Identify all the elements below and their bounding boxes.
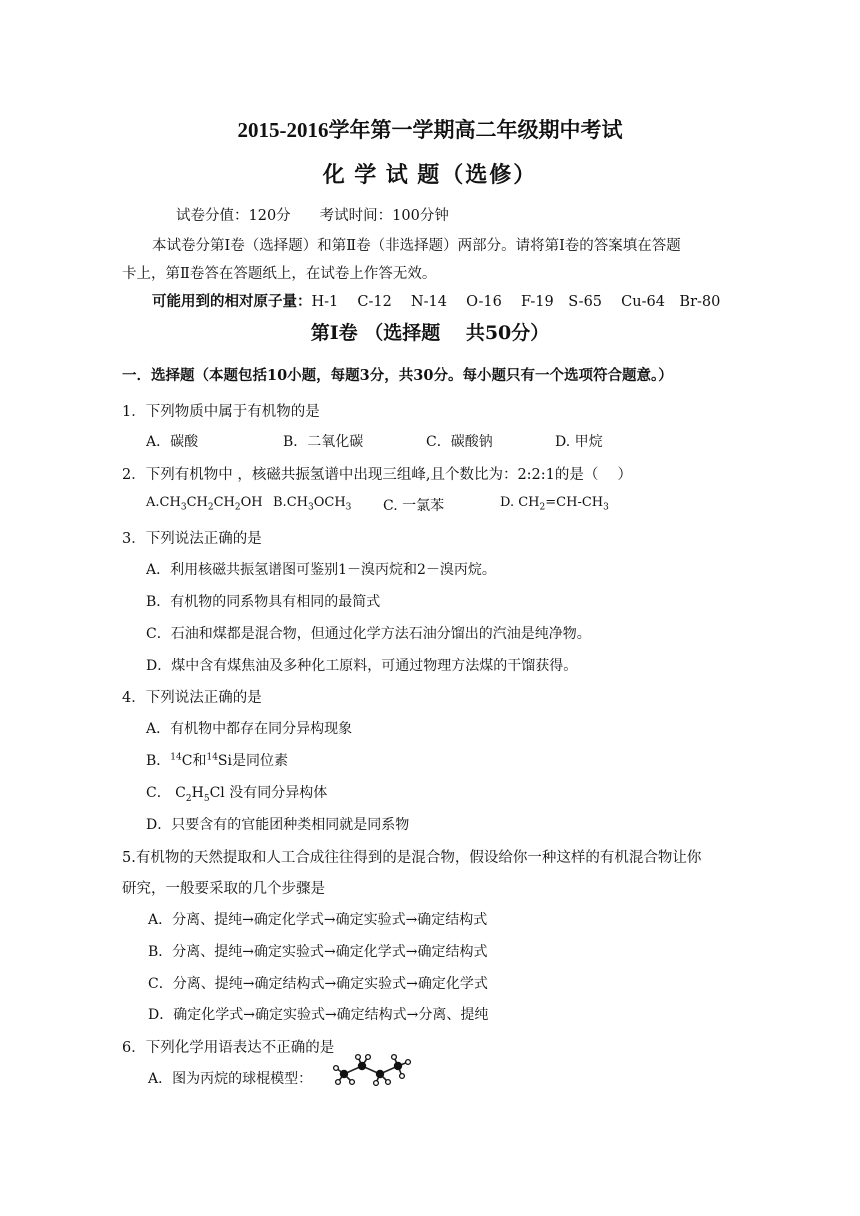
- q4-option-a: A．有机物中都存在同分异构现象: [146, 721, 353, 737]
- atomic-mass-values: H-1 C-12 N-14 O-16 F-19 S-65 Cu-64 Br-80: [311, 294, 721, 310]
- exam-subtitle: 化 学 试 题（选修）: [322, 162, 538, 187]
- q5-option-b: B．分离、提纯→确定实验式→确定化学式→确定结构式: [148, 944, 488, 960]
- question-5-stem-line-2: 研究，一般要采取的几个步骤是: [122, 881, 325, 897]
- q2-option-c: C. 一氯苯: [383, 498, 445, 514]
- q4-option-b: B．$^{14}$C和$^{14}$Si是同位素: [146, 752, 288, 769]
- q3-option-d: D．煤中含有煤焦油及多种化工原料，可通过物理方法煤的干馏获得。: [146, 658, 578, 674]
- q2-option-b: $B.CH_3OCH_3$: [273, 495, 352, 513]
- q5-option-a: A．分离、提纯→确定化学式→确定实验式→确定结构式: [148, 912, 488, 928]
- score-time: 试卷分值：120分 考试时间：100分钟: [176, 208, 449, 224]
- propane-ball-stick-model: [332, 1052, 414, 1086]
- q2-option-d: D. $CH_2=CH-CH_3$: [500, 495, 609, 513]
- section-title: 第Ⅰ卷 （选择题 共50分）: [310, 322, 550, 344]
- q4-option-c: C． $C_2H_5Cl$ 没有同分异构体: [146, 785, 328, 804]
- q5-option-d: D．确定化学式→确定实验式→确定结构式→分离、提纯: [148, 1007, 489, 1023]
- question-4-stem: 4．下列说法正确的是: [122, 690, 262, 706]
- question-1-stem: 1．下列物质中属于有机物的是: [122, 404, 320, 420]
- question-2-stem: 2．下列有机物中 ，核磁共振氢谱中出现三组峰,且个数比为：2:2:1的是（ ）: [122, 467, 632, 483]
- q6-option-a: A．图为丙烷的球棍模型：: [148, 1071, 313, 1087]
- intro-line-2: 卡上，第Ⅱ卷答在答题纸上，在试卷上作答无效。: [122, 266, 437, 282]
- part-heading: 一．选择题（本题包括10小题，每题3分，共30分。每小题只有一个选项符合题意。）: [122, 367, 673, 384]
- question-5-stem-line-1: 5.有机物的天然提取和人工合成往往得到的是混合物，假设给你一种这样的有机混合物让你: [122, 850, 702, 866]
- exam-title: 2015-2016学年第一学期高二年级期中考试: [237, 118, 623, 142]
- intro-line-1: 本试卷分第Ⅰ卷（选择题）和第Ⅱ卷（非选择题）两部分。请将第Ⅰ卷的答案填在答题: [152, 238, 681, 254]
- q3-option-a: A．利用核磁共振氢谱图可鉴别1－溴丙烷和2－溴丙烷。: [146, 562, 496, 578]
- q3-option-c: C．石油和煤都是混合物，但通过化学方法石油分馏出的汽油是纯净物。: [146, 626, 591, 642]
- q5-option-c: C．分离、提纯→确定结构式→确定实验式→确定化学式: [148, 976, 488, 992]
- q4-option-d: D．只要含有的官能团种类相同就是同系物: [146, 817, 410, 833]
- q2-option-a: $A.CH_3CH_2CH_2OH$: [146, 495, 263, 513]
- atomic-mass: [152, 290, 720, 311]
- q1-option-a: A．碳酸: [146, 434, 199, 450]
- q3-option-b: B．有机物的同系物具有相同的最简式: [146, 594, 381, 610]
- q1-option-b: B．二氧化碳: [283, 434, 364, 450]
- q1-option-d: D. 甲烷: [555, 434, 603, 450]
- question-6-stem: 6．下列化学用语表达不正确的是: [122, 1040, 335, 1056]
- atomic-mass-label: 可能用到的相对原子量：: [152, 293, 312, 310]
- q1-option-c: C．碳酸钠: [426, 434, 493, 450]
- question-3-stem: 3．下列说法正确的是: [122, 531, 262, 547]
